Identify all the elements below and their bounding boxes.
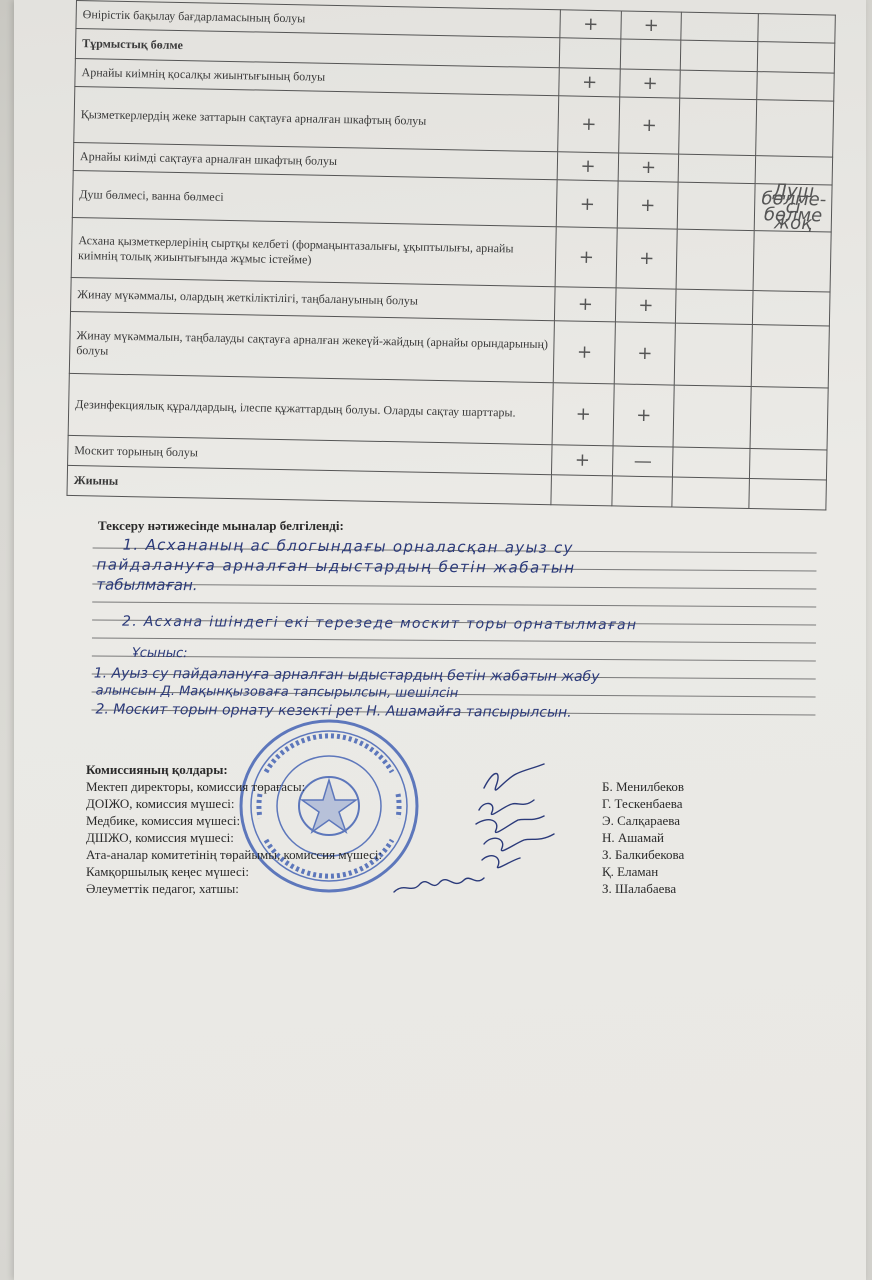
note-cell [750,449,827,480]
member-name: Э. Салқараева [602,813,680,828]
note-cell [751,325,829,388]
row-label: Жинау мүкәммалы, олардың жеткіліктілігі, таңбалануының болуы [71,277,556,320]
handwritten-line: Ұсыныс: [131,645,188,662]
mark-cell [672,477,749,508]
member-role: Ата-аналар комитетінің төрайымы, комиссия мүшесі: [86,847,383,862]
note-cell [750,387,828,450]
row-label: Арнайы киімді сақтауға арналған шкафтың болуы [73,142,558,179]
mark-cell [680,70,757,99]
mark-cell [675,323,753,386]
row-label: Арнайы киімнің қосалқы жиынтығының болуы [75,58,560,95]
row-label: Өнірістік бақылау бағдарламасының болуы [76,1,561,38]
mark-cell: + [618,153,679,182]
row-label: Москит торының болуы [68,435,553,474]
mark-cell: + [559,68,620,97]
row-label: Жинау мүкәммалын, таңбалауды сақтауға арналған жекеүй-жайдың (арнайы орындарының) болуы [69,311,555,382]
mark-cell [612,476,673,507]
rule-line [92,655,816,661]
handwritten-notes [91,537,816,732]
mark-cell: + [558,152,619,181]
mark-cell: + [556,227,618,288]
mark-cell [676,229,754,290]
handwritten-signatures [384,760,584,910]
mark-cell [679,98,757,155]
rule-line [92,601,816,607]
mark-cell: — [612,446,673,477]
member-name: З. Шалабаева [602,881,677,896]
note-cell [753,291,830,326]
note-cell [757,72,834,101]
member-role: ДШЖО, комиссия мүшесі: [86,830,234,845]
mark-cell [620,39,681,70]
row-label: Жиыны [67,465,552,504]
mark-cell: + [614,322,676,385]
member-role: Әлеуметтік педагог, хатшы: [86,881,239,896]
row-label: Асхана қызметкерлерінің сыртқы келбеті (формаңынтазалығы, ұқыптылығы, арнайы киімнің толық жиынтығында жұмыс істейме) [71,217,557,286]
mark-cell: + [615,288,676,323]
mark-cell: + [555,287,616,322]
note-cell [749,479,826,510]
handwritten-line: 1. Ауыз су пайдалануға арналған ыдыстардың бетін жабатын жабу [93,665,600,686]
note-cell [756,100,834,157]
mark-cell: + [554,321,616,384]
member-name: Б. Менилбеков [602,779,685,794]
document-page [14,0,866,1280]
note-cell [753,231,831,292]
row-label: Қызметкерлердің жеке заттарын сақтауға арналған шкафтың болуы [74,86,559,151]
member-role: Мектеп директоры, комиссия төрағасы: [86,779,306,794]
handwritten-line: табылмаған. [96,575,198,595]
row-label: Душ бөлмесі, ванна бөлмесі [72,170,557,226]
mark-cell: + [613,384,675,447]
note-cell: Душ бөлме-сі бөлме жоқ [754,184,832,232]
mark-cell [676,289,753,324]
mark-cell: + [552,445,613,476]
member-name: Г. Тескенбаева [602,796,683,811]
signatures-heading: Комиссияның қолдары: [86,762,228,777]
mark-cell [678,154,755,183]
member-name: З. Балкибекова [602,847,685,862]
mark-cell: + [558,96,619,153]
mark-cell [560,38,621,69]
row-label: Дезинфекциялық құралдардың, ілеспе құжаттардың болуы. Оларды сақтау шарттары. [68,373,554,444]
handwritten-line: 2. Москит торын орнату кезекті рет Н. Ашамайға тапсырылсын. [95,701,572,721]
mark-cell [673,385,751,448]
mark-cell: + [621,11,682,40]
mark-cell: + [560,10,621,39]
mark-cell [681,12,758,41]
member-name: Қ. Еламан [602,864,659,879]
row-label: Тұрмыстық бөлме [75,29,560,68]
results-heading: Тексеру нәтижесінде мыналар белгіленді: [98,518,344,533]
mark-cell [681,40,758,71]
inspection-table-wrapper [66,0,843,515]
mark-cell: + [619,97,680,154]
mark-cell: + [617,181,678,229]
member-role: Медбике, комиссия мүшесі: [86,813,241,828]
mark-cell [673,447,750,478]
mark-cell: + [553,383,615,446]
member-role: ДОІЖО, комиссия мүшесі: [86,796,235,811]
note-cell [757,42,834,73]
handwritten-line: пайдалануға арналған ыдыстардың бетін жабатын [96,555,576,577]
handwritten-line: алынсын Д. Мақынқызоваға тапсырылсын, шешілсін [95,683,459,702]
note-cell [758,14,835,43]
mark-cell: + [557,180,618,228]
mark-cell [678,182,756,230]
member-name: Н. Ашамай [602,830,664,845]
inspection-table [66,0,835,510]
mark-cell: + [616,228,678,289]
mark-cell [551,475,612,506]
member-role: Камқоршылық кеңес мүшесі: [86,864,250,879]
mark-cell: + [620,69,681,98]
rule-line [92,583,816,589]
handwritten-line: 1. Асхананың ас блогындағы орналасқан ауыз су [122,535,574,557]
handwritten-line: 2. Асхана ішіндегі екі терезеде москит торы орнатылмаған [122,613,638,634]
rule-line [92,637,816,643]
